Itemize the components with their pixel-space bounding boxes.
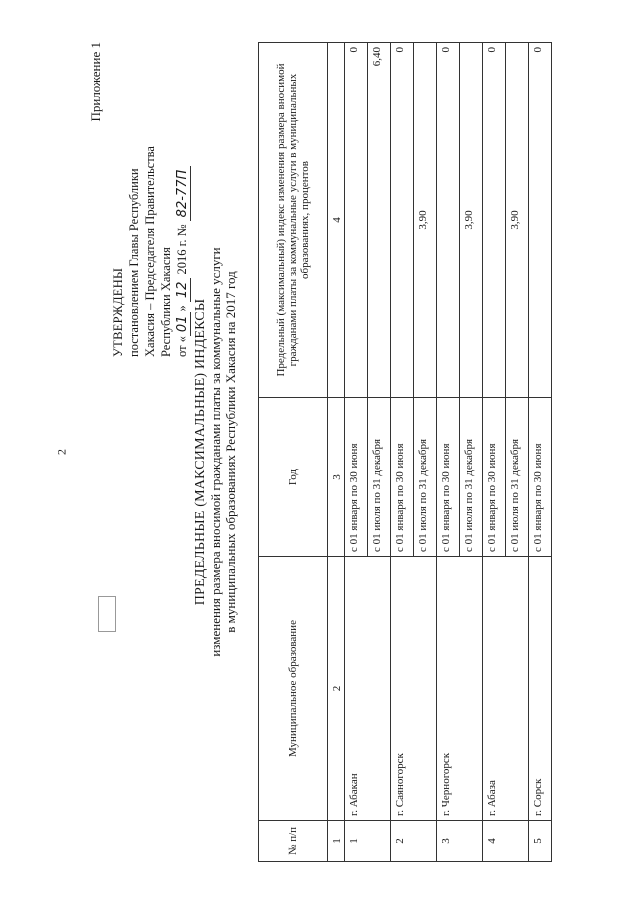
row-period: с 01 января по 30 июня <box>437 398 460 557</box>
approval-block <box>110 42 191 357</box>
header-municipality: Муниципальное образование <box>259 557 328 821</box>
row-num: 4 <box>483 821 529 862</box>
row-period: с 01 января по 30 июня <box>345 398 368 557</box>
row-municipality: г. Абакан <box>345 557 391 821</box>
column-number: 2 <box>328 557 345 821</box>
row-period: с 01 июля по 31 декабря <box>414 398 437 557</box>
row-value: 6,40 <box>368 43 391 398</box>
title-main: ПРЕДЕЛЬНЫЕ (МАКСИМАЛЬНЫЕ) ИНДЕКСЫ <box>193 298 208 606</box>
row-num: 3 <box>437 821 483 862</box>
row-value: 3,90 <box>414 43 437 398</box>
document-title <box>193 42 238 862</box>
date-year: 2016 г. № <box>175 224 189 275</box>
row-value: 0 <box>437 43 460 398</box>
approval-line-3: Республики Хакасия <box>159 247 173 357</box>
row-value: 0 <box>345 43 368 398</box>
title-line-3: в муниципальных образованиях Республики Хакасия на 2017 год <box>223 271 238 633</box>
table-row <box>437 43 460 862</box>
table-row <box>529 43 552 862</box>
document-page <box>80 42 640 862</box>
row-municipality: г. Сорск <box>529 557 552 821</box>
handwritten-day: 01 <box>175 312 191 337</box>
header-num: № п/п <box>259 821 328 862</box>
annex-label: Приложение 1 <box>88 42 103 122</box>
row-num: 2 <box>391 821 437 862</box>
row-num: 1 <box>345 821 391 862</box>
handwritten-month: 12 <box>175 278 191 303</box>
approval-date-line: от «01» 12 2016 г. № 82-77П <box>174 42 191 357</box>
row-municipality: г. Черногорск <box>437 557 483 821</box>
table-row <box>345 43 368 862</box>
table-row <box>391 43 414 862</box>
approval-line-2: Хакасия – Председателя Правительства <box>143 146 157 357</box>
row-municipality: г. Абаза <box>483 557 529 821</box>
row-value: 3,90 <box>506 43 529 398</box>
row-period: с 01 января по 30 июня <box>483 398 506 557</box>
column-number: 3 <box>328 398 345 557</box>
indices-table <box>258 42 552 862</box>
approval-heading: УТВЕРЖДЕНЫ <box>111 267 125 357</box>
table-row <box>483 43 506 862</box>
row-value: 0 <box>483 43 506 398</box>
header-row <box>259 43 328 862</box>
row-value: 0 <box>391 43 414 398</box>
approval-line-1: постановлением Главы Республики <box>127 168 141 357</box>
row-period: с 01 июля по 31 декабря <box>506 398 529 557</box>
column-number-row <box>328 43 345 862</box>
row-period: с 01 января по 30 июня <box>529 398 552 557</box>
row-period: с 01 июля по 31 декабря <box>460 398 483 557</box>
header-period: Год <box>259 398 328 557</box>
row-value: 0 <box>529 43 552 398</box>
date-prefix: от « <box>175 336 189 357</box>
row-value: 3,90 <box>460 43 483 398</box>
handwritten-number: 82-77П <box>175 166 191 222</box>
row-municipality: г. Саяногорск <box>391 557 437 821</box>
row-num: 5 <box>529 821 552 862</box>
row-period: с 01 июля по 31 декабря <box>368 398 391 557</box>
page-number: 2 <box>54 449 69 455</box>
column-number: 4 <box>328 43 345 398</box>
row-period: с 01 января по 30 июня <box>391 398 414 557</box>
title-line-2: изменения размера вносимой гражданами платы за коммунальные услуги <box>208 247 223 657</box>
registration-stamp-icon <box>98 596 116 632</box>
column-number: 1 <box>328 821 345 862</box>
header-index: Предельный (максимальный) индекс изменения размера вносимой гражданами платы за коммунальные услуги в муниципальных образованиях, процентов <box>259 43 328 398</box>
